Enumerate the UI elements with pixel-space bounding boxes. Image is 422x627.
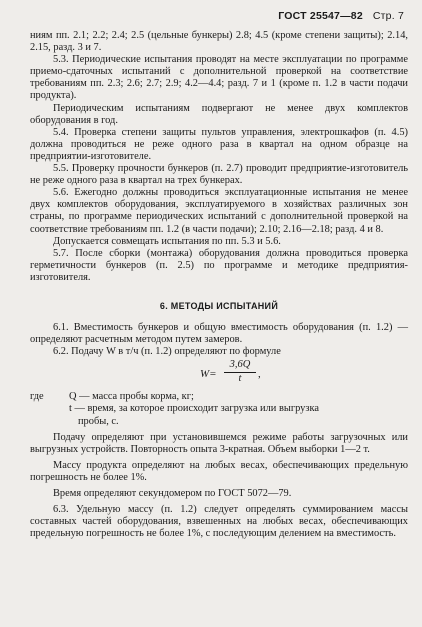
formula-lhs: W= [200, 368, 217, 381]
formula-comma: , [258, 368, 261, 381]
paragraph-6-2-time: Время определяют секундомером по ГОСТ 5072—79. [53, 488, 292, 499]
paragraph-6-2-scales: Массу продукта определяют на любых весах, обеспечивающих предельную погрешность не более 1%. [30, 459, 408, 483]
paragraph-6-3: 6.3. Удельную массу (п. 1.2) следует определять суммированием массы составных частей оборудования, взвешенных на любых весах, обеспечивающих предельную погрешность не более 1%, с последующим делением на вместимость. [30, 504, 408, 540]
paragraph-6-1: 6.1. Вместимость бункеров и общую вместимость оборудования (п. 1.2) — определяют расчетным методом путем замеров. [30, 322, 408, 346]
paragraph-5-6: 5.6. Ежегодно должны проводиться эксплуатационные испытания не менее двух комплектов оборудования, эксплуатируемого в хозяйствах различных зон страны, по программе периодических испытаний с дополнительной проверкой на соответствие требованиям пп. 1.2 (в части подачи); 2.10; 2.16—2.18; разд. 4 и 8. [30, 187, 408, 235]
standard-number: ГОСТ 25547—82 [278, 10, 363, 22]
paragraph-5-3-note: Периодическим испытаниям подвергают не менее двух комплектов оборудования в год. [30, 102, 408, 126]
formula-denominator: t [238, 373, 242, 385]
formula-fraction [224, 359, 256, 385]
page-body [30, 30, 408, 540]
paragraph-5-3: 5.3. Периодические испытания проводят на месте эксплуатации по программе приемо-сдаточных испытаний с дополнительной проверкой на соответствие требованиям пп. 2.3; 2.6; 2.7; 2.9; 4.2—4.4; разд. 7 и 1 (кроме п. 1.2 в части подачи продукта). [30, 54, 408, 102]
where-label: где [30, 391, 44, 403]
paragraph-6-2-conditions: Подачу определяют при установившемся режиме работы загрузочных или выгрузных устройств. Повторность опыта 3-кратная. Объем выборки 1—2 т. [30, 431, 408, 455]
paragraph-5-5: 5.5. Проверку прочности бункеров (п. 2.7) проводит предприятие-изготовитель не реже одного раза в квартал на трех бункерах. [30, 163, 408, 187]
legend-t-continued: пробы, с. [78, 415, 119, 427]
paragraph-continuation: ниям пп. 2.1; 2.2; 2.4; 2.5 (цельные бункеры) 2.8; 4.5 (кроме степени защиты); 2.14, 2.15, разд. 3 и 7. [30, 30, 408, 54]
paragraph-5-4: 5.4. Проверка степени защиты пультов управления, электрошкафов (п. 4.5) должна проводиться не реже одного раза в квартал на одном образце на предприятии-изготовителе. [30, 126, 408, 162]
formula [30, 359, 408, 389]
page-number: Стр. 7 [372, 10, 404, 22]
paragraph-5-6-note: Допускается совмещать испытания по пп. 5.3 и 5.6. [53, 235, 281, 247]
page-header [278, 10, 404, 22]
legend-t: t — время, за которое происходит загрузка или выгрузка [69, 403, 319, 415]
section-title: 6. МЕТОДЫ ИСПЫТАНИЙ [159, 300, 279, 311]
paragraph-5-7: 5.7. После сборки (монтажа) оборудования должна проводиться проверка герметичности бункеров (п. 2.5) по программе и методике предприятия-изготовителя. [30, 247, 408, 283]
legend-q: Q — масса пробы корма, кг; [69, 391, 194, 403]
formula-numerator: 3,6Q [224, 359, 256, 373]
formula-legend [30, 391, 408, 427]
paragraph-6-2: 6.2. Подачу W в т/ч (п. 1.2) определяют по формуле [53, 346, 281, 358]
